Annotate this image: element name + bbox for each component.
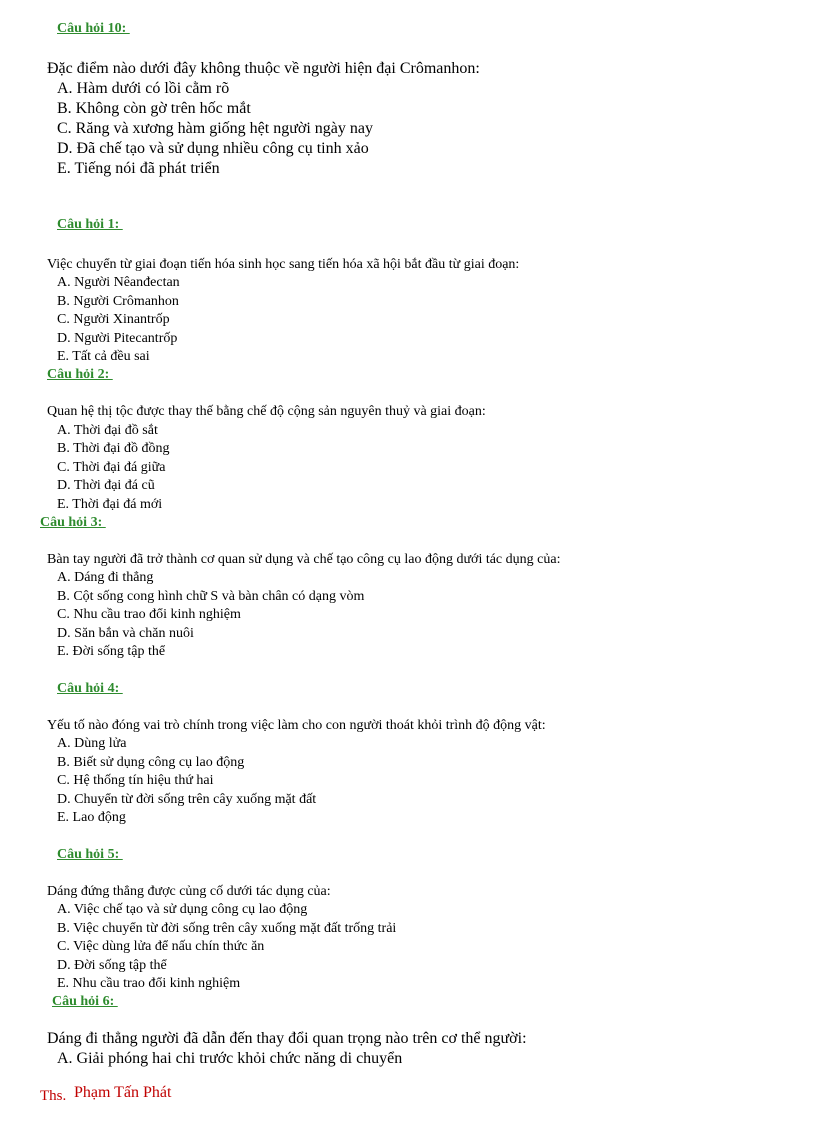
option: D. Săn bắn và chăn nuôi <box>57 626 194 641</box>
option: D. Đời sống tập thể <box>57 958 167 973</box>
option: B. Biết sử dụng công cụ lao động <box>57 755 245 770</box>
footer-prefix: Ths. <box>40 1088 67 1104</box>
question-text: Bàn tay người đã trở thành cơ quan sử dụng và chế tạo công cụ lao động dưới tác dụng của: <box>47 552 561 567</box>
option: A. Việc chế tạo và sử dụng công cụ lao động <box>57 902 308 917</box>
option: E. Nhu cầu trao đổi kinh nghiệm <box>57 976 241 991</box>
option: D. Đã chế tạo và sử dụng nhiều công cụ tinh xảo <box>57 140 369 157</box>
option: C. Răng và xương hàm giống hệt người ngày nay <box>57 120 373 137</box>
question-title: Câu hỏi 2: <box>47 367 113 382</box>
option: A. Dùng lửa <box>57 736 127 751</box>
question-title: Câu hỏi 6: <box>52 994 118 1009</box>
option: A. Dáng đi thẳng <box>57 570 154 585</box>
question-text: Yếu tố nào đóng vai trò chính trong việc làm cho con người thoát khỏi trình độ động vật: <box>47 718 546 733</box>
option: C. Việc dùng lửa để nấu chín thức ăn <box>57 939 265 954</box>
option: E. Lao động <box>57 810 126 825</box>
footer-author-name: Phạm Tấn Phát <box>74 1084 172 1101</box>
option: E. Đời sống tập thể <box>57 644 166 659</box>
option: A. Thời đại đồ sắt <box>57 423 158 438</box>
option: D. Người Pitecantrốp <box>57 331 178 346</box>
option: C. Nhu cầu trao đổi kinh nghiệm <box>57 607 241 622</box>
option: C. Hệ thống tín hiệu thứ hai <box>57 773 214 788</box>
option: B. Việc chuyển từ đời sống trên cây xuống mặt đất trống trải <box>57 921 397 936</box>
option: B. Cột sống cong hình chữ S và bàn chân có dạng vòm <box>57 589 365 604</box>
option: C. Người Xinantrốp <box>57 312 170 327</box>
question-title: Câu hỏi 1: <box>57 217 123 232</box>
question-text: Dáng đứng thẳng được củng cố dưới tác dụng của: <box>47 884 331 899</box>
question-text: Việc chuyển từ giai đoạn tiến hóa sinh học sang tiến hóa xã hội bắt đầu từ giai đoạn: <box>47 257 520 272</box>
option: A. Hàm dưới có lồi cằm rõ <box>57 80 230 97</box>
question-title: Câu hỏi 4: <box>57 681 123 696</box>
question-title: Câu hỏi 3: <box>40 515 106 530</box>
option: B. Không còn gờ trên hốc mắt <box>57 100 251 117</box>
option: B. Thời đại đồ đồng <box>57 441 170 456</box>
option: A. Giải phóng hai chi trước khỏi chức năng di chuyển <box>57 1050 403 1067</box>
option: A. Người Nêanđectan <box>57 275 180 290</box>
question-text: Dáng đi thẳng người đã dẫn đến thay đổi quan trọng nào trên cơ thể người: <box>47 1030 527 1047</box>
option: D. Thời đại đá cũ <box>57 478 155 493</box>
question-title: Câu hỏi 5: <box>57 847 123 862</box>
option: C. Thời đại đá giữa <box>57 460 166 475</box>
option: E. Tất cả đều sai <box>57 349 150 364</box>
question-text: Đặc điểm nào dưới đây không thuộc về người hiện đại Crômanhon: <box>47 60 480 77</box>
question-title: Câu hỏi 10: <box>57 21 130 36</box>
question-text: Quan hệ thị tộc được thay thế bằng chế độ cộng sản nguyên thuỷ và giai đoạn: <box>47 404 486 419</box>
option: D. Chuyển từ đời sống trên cây xuống mặt đất <box>57 792 317 807</box>
option: B. Người Crômanhon <box>57 294 179 309</box>
option: E. Tiếng nói đã phát triển <box>57 160 220 177</box>
option: E. Thời đại đá mới <box>57 497 163 512</box>
